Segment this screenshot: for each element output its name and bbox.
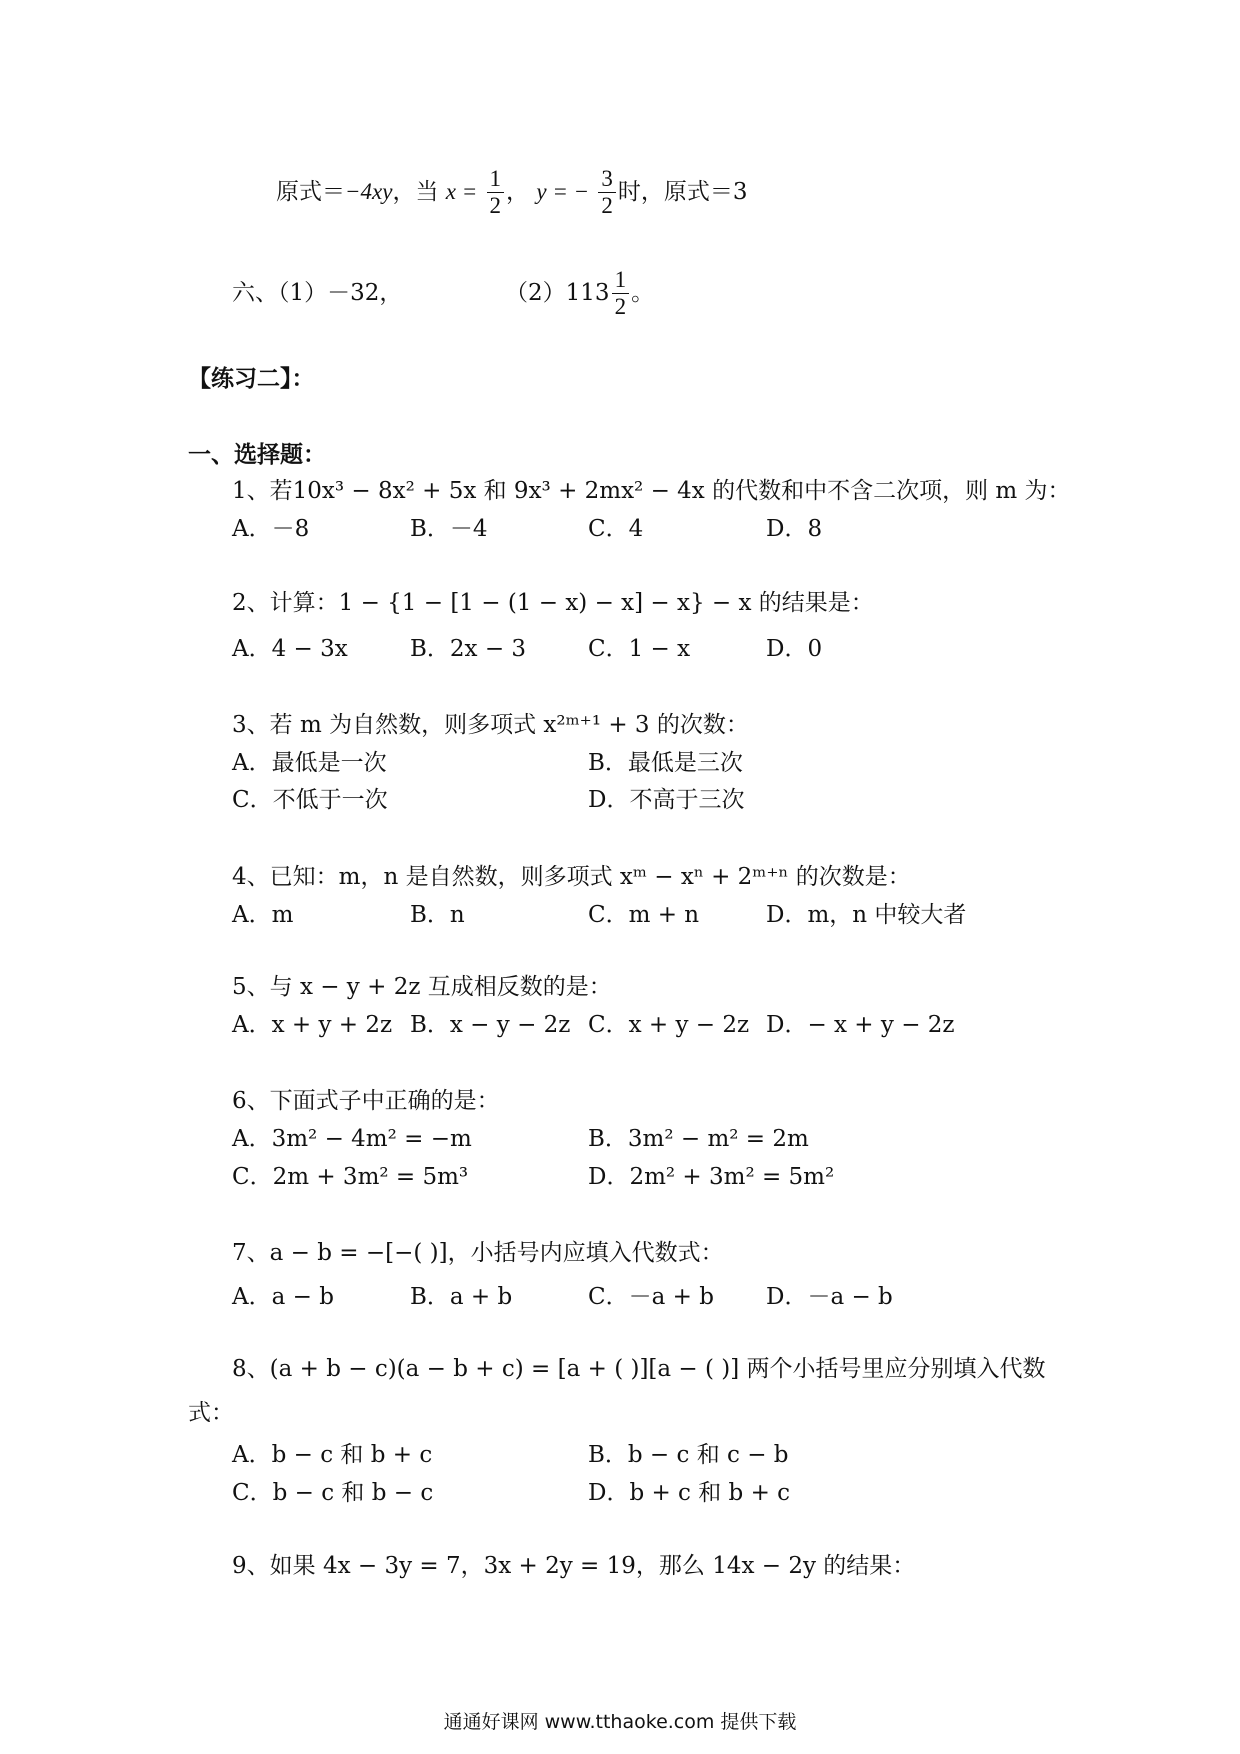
q8-option-c: C．b − c 和 b − c (232, 1480, 434, 1506)
q2-option-d: D．0 (766, 636, 823, 662)
answer-suffix: 时，原式＝3 (617, 178, 748, 205)
q1-option-c: C．4 (588, 516, 644, 542)
question-9-stem: 9、如果 4x − 3y = 7，3x + 2y = 19，那么 14x − 2y 的结果： (232, 1553, 916, 1579)
q2-option-c: C．1 − x (588, 636, 691, 662)
q5-option-b: B．x − y − 2z (410, 1012, 571, 1038)
q7-option-c: C．－a + b (588, 1284, 714, 1310)
q1-option-a: A．－8 (232, 516, 310, 542)
answer-line-2 (232, 267, 654, 321)
q5-option-a: A．x + y + 2z (232, 1012, 393, 1038)
answer-six-part1: 六、（1）－32， (232, 279, 403, 306)
question-8-stem-cont: 式： (188, 1400, 234, 1426)
q3-option-d: D．不高于三次 (588, 787, 745, 813)
q4-option-d: D．m，n 中较大者 (766, 902, 967, 928)
q7-option-d: D．－a − b (766, 1284, 893, 1310)
q6-option-d: D．2m² + 3m² = 5m² (588, 1164, 835, 1190)
q3-option-b: B．最低是三次 (588, 750, 743, 776)
q1-option-d: D．8 (766, 516, 823, 542)
answer-x-eq: x = (445, 178, 478, 204)
answer-sep: ， (506, 178, 530, 205)
question-8-stem: 8、(a + b − c)(a − b + c) = [a + ( )][a − ( )] 两个小括号里应分别填入代数 (232, 1356, 1046, 1382)
q2-option-b: B．2x − 3 (410, 636, 527, 662)
question-4-stem: 4、已知：m，n 是自然数，则多项式 xᵐ − xⁿ + 2ᵐ⁺ⁿ 的次数是： (232, 864, 911, 890)
question-5-stem: 5、与 x − y + 2z 互成相反数的是： (232, 974, 612, 1000)
answer-line-1 (276, 166, 748, 220)
part-title: 一、选择题： (188, 442, 326, 468)
q8-option-d: D．b + c 和 b + c (588, 1480, 791, 1506)
answer-y-eq: y = − (536, 178, 590, 204)
fraction-mixed: $\frac{1}{2}$ (612, 267, 630, 321)
q5-option-c: C．x + y − 2z (588, 1012, 750, 1038)
q4-option-a: A．m (232, 902, 294, 928)
q4-option-c: C．m + n (588, 902, 700, 928)
answer-when: ，当 (392, 178, 439, 205)
q6-option-b: B．3m² − m² = 2m (588, 1126, 809, 1152)
q8-option-b: B．b − c 和 c − b (588, 1442, 789, 1468)
page-footer: 通通好课网 www.tthaoke.com 提供下载 (443, 1711, 797, 1733)
question-3-stem: 3、若 m 为自然数，则多项式 x²ᵐ⁺¹ + 3 的次数： (232, 712, 749, 738)
question-6-stem: 6、下面式子中正确的是： (232, 1088, 500, 1114)
q6-option-a: A．3m² − 4m² = −m (232, 1126, 472, 1152)
answer-expr: −4xy (345, 178, 393, 204)
q1-option-b: B．－4 (410, 516, 488, 542)
q8-option-a: A．b − c 和 b + c (232, 1442, 433, 1468)
question-7-stem: 7、a − b = −[−( )]，小括号内应填入代数式： (232, 1240, 724, 1266)
fraction-x: $\frac{1}{2}$ (487, 166, 505, 220)
q3-option-a: A．最低是一次 (232, 750, 387, 776)
q2-option-a: A．4 − 3x (232, 636, 348, 662)
answer-six-part2: （2）113 (505, 279, 610, 306)
question-1-stem: 1、若10x³ − 8x² + 5x 和 9x³ + 2mx² − 4x 的代数和中不含二次项，则 m 为： (232, 478, 1071, 504)
answer-end: 。 (631, 279, 655, 306)
question-2-stem: 2、计算：1 − {1 − [1 − (1 − x) − x] − x} − x 的结果是： (232, 590, 874, 616)
q7-option-b: B．a + b (410, 1284, 513, 1310)
q6-option-c: C．2m + 3m² = 5m³ (232, 1164, 469, 1190)
q3-option-c: C．不低于一次 (232, 787, 388, 813)
q4-option-b: B．n (410, 902, 465, 928)
q7-option-a: A．a − b (232, 1284, 334, 1310)
section-title: 【练习二】： (188, 366, 315, 392)
answer-prefix: 原式＝ (276, 178, 345, 205)
q5-option-d: D．− x + y − 2z (766, 1012, 955, 1038)
fraction-y: $\frac{3}{2}$ (598, 166, 616, 220)
